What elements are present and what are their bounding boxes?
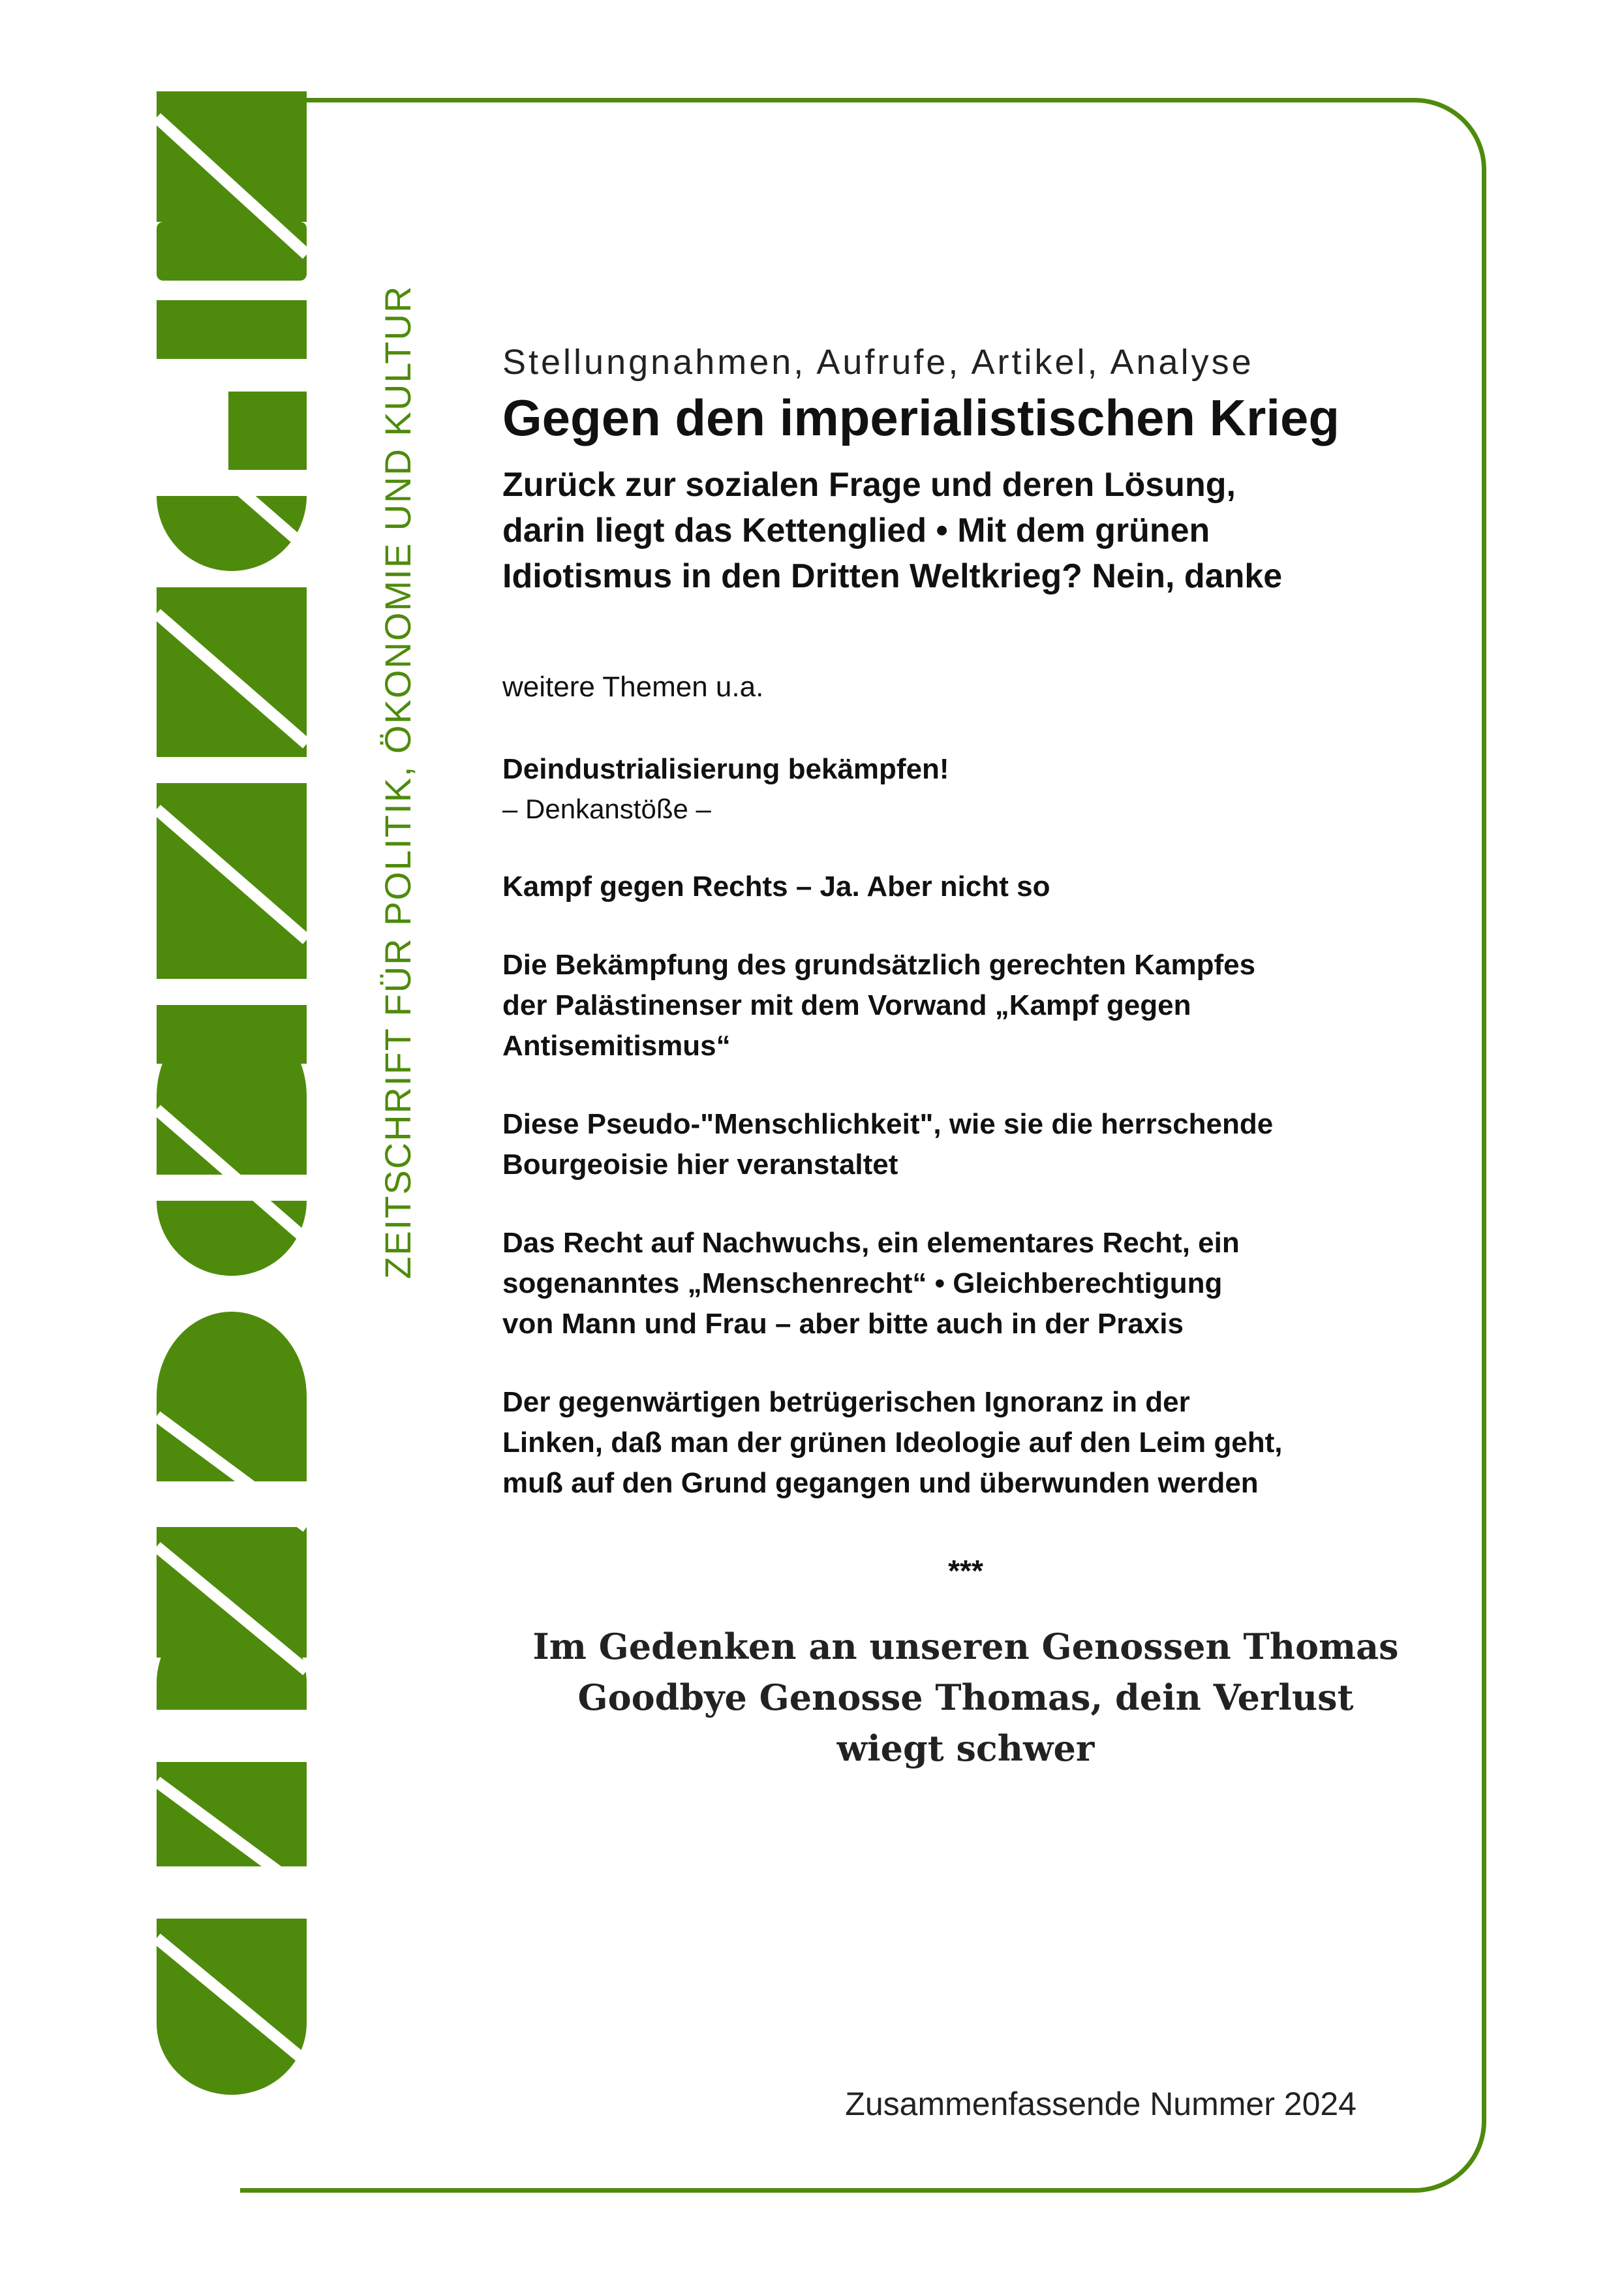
topic-title: Antisemitismus“ bbox=[502, 1030, 731, 1062]
topic bbox=[502, 1104, 1429, 1185]
topic bbox=[502, 749, 1429, 829]
memorial-line: Im Gedenken an unseren Genossen Thomas bbox=[532, 1626, 1399, 1667]
cover-content bbox=[502, 339, 1429, 1774]
memorial-line: wiegt schwer bbox=[836, 1727, 1095, 1769]
headline: Gegen den imperialistischen Krieg bbox=[502, 389, 1340, 446]
lead bbox=[502, 462, 1429, 599]
lead-line: Zurück zur sozialen Frage und deren Lösung, bbox=[502, 466, 1236, 504]
lead-line: darin liegt das Kettenglied • Mit dem grünen bbox=[502, 512, 1210, 549]
topic-title: Bourgeoisie hier veranstaltet bbox=[502, 1149, 898, 1181]
topic bbox=[502, 867, 1429, 907]
topic-title: sogenanntes „Menschenrecht“ • Gleichberechtigung bbox=[502, 1267, 1223, 1299]
topic-title: Das Recht auf Nachwuchs, ein elementares Recht, ein bbox=[502, 1227, 1240, 1259]
more-topics-label: weitere Themen u.a. bbox=[502, 671, 764, 703]
topic bbox=[502, 1223, 1429, 1344]
topic-title: Die Bekämpfung des grundsätzlich gerechten Kampfes bbox=[502, 949, 1256, 981]
topic-title: Der gegenwärtigen betrügerischen Ignoranz in der bbox=[502, 1386, 1190, 1418]
logo-graphic bbox=[130, 91, 333, 2167]
topic bbox=[502, 1382, 1429, 1504]
topic-title: von Mann und Frau – aber bitte auch in der Praxis bbox=[502, 1308, 1184, 1340]
topic-title: Kampf gegen Rechts – Ja. Aber nicht so bbox=[502, 871, 1050, 903]
tagline-vertical: ZEITSCHRIFT FÜR POLITIK, ÖKONOMIE UND KULTUR bbox=[377, 285, 418, 1279]
issue-footer: Zusammenfassende Nummer 2024 bbox=[845, 2086, 1356, 2122]
memorial bbox=[502, 1621, 1429, 1774]
topic-title: Diese Pseudo-"Menschlichkeit", wie sie die herrschende bbox=[502, 1108, 1274, 1140]
topic bbox=[502, 945, 1429, 1066]
topic-title: Linken, daß man der grünen Ideologie auf den Leim geht, bbox=[502, 1427, 1283, 1459]
topic-title: muß auf den Grund gegangen und überwunden werden bbox=[502, 1467, 1259, 1499]
topic-subtitle: – Denkanstöße – bbox=[502, 794, 711, 824]
logo bbox=[130, 91, 333, 2167]
topic-title: Deindustrialisierung bekämpfen! bbox=[502, 753, 949, 785]
separator: *** bbox=[948, 1554, 983, 1588]
lead-line: Idiotismus in den Dritten Weltkrieg? Nein, danke bbox=[502, 557, 1283, 595]
kicker: Stellungnahmen, Aufrufe, Artikel, Analyse bbox=[502, 343, 1254, 382]
memorial-line: Goodbye Genosse Thomas, dein Verlust bbox=[577, 1676, 1354, 1718]
topic-title: der Palästinenser mit dem Vorwand „Kampf gegen bbox=[502, 989, 1191, 1021]
